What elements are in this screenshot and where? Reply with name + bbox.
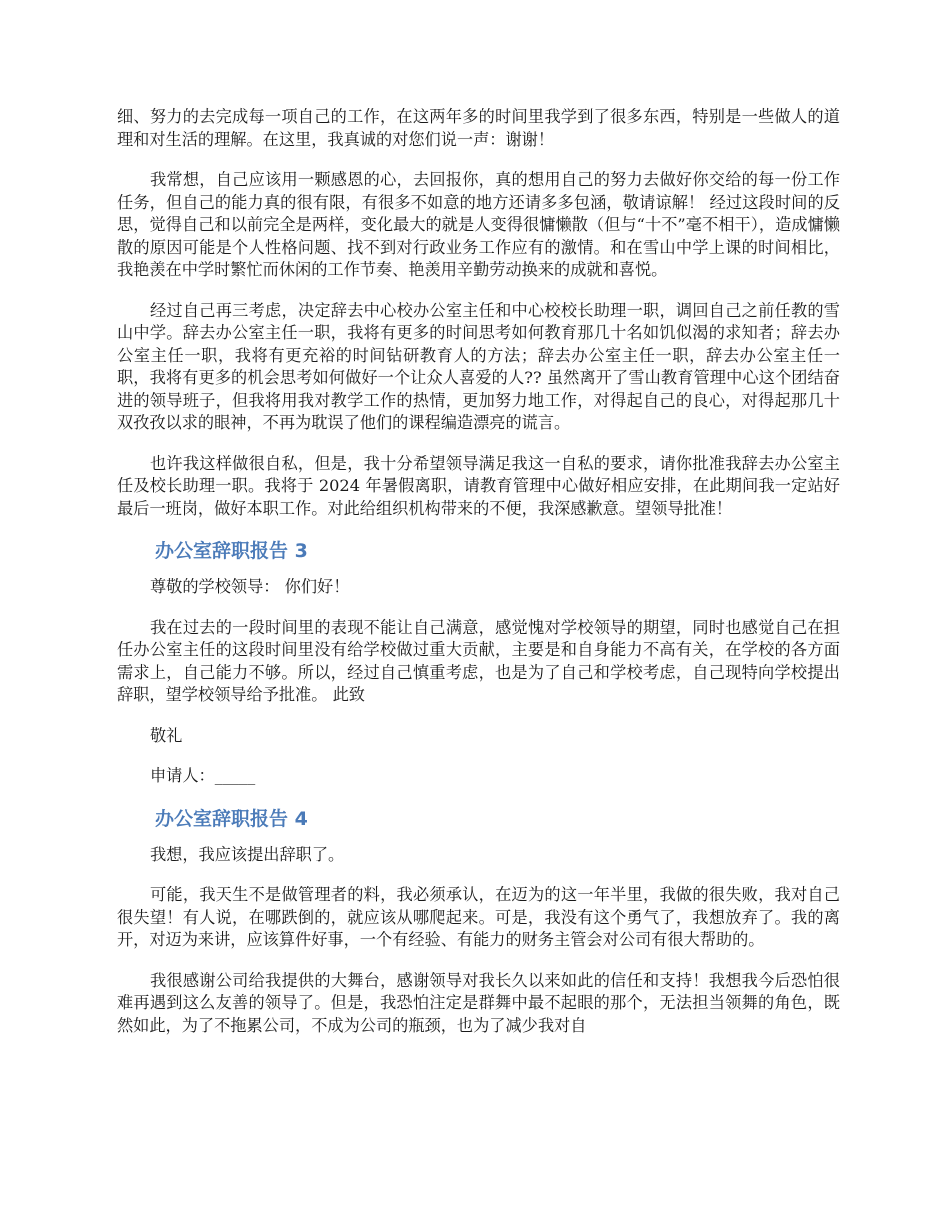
- letter-body: 我在过去的一段时间里的表现不能让自己满意，感觉愧对学校领导的期望，同时也感觉自己在担任办公室主任的这段时间里没有给学校做过重大贡献，主要是和自身能力不高有关，在学校的各方面需求上，自己能力不够。所以，经过自己慎重考虑，也是为了自己和学校考虑，自己现特向学校提出辞职，望学校领导给予批准。 此致: [117, 617, 840, 704]
- body-paragraph: 可能，我天生不是做管理者的料，我必须承认，在迈为的这一年半里，我做的很失败，我对自己很失望！有人说，在哪跌倒的，就应该从哪爬起来。可是，我没有这个勇气了，我想放弃了。我的离开，对迈为来讲，应该算件好事，一个有经验、有能力的财务主管会对公司有很大帮助的。: [117, 885, 840, 949]
- document-page: [117, 106, 840, 1055]
- letter-salute: 敬礼: [150, 725, 183, 745]
- section-heading-4: 办公室辞职报告 4: [155, 807, 308, 830]
- section-heading-3: 办公室辞职报告 3: [155, 540, 308, 562]
- body-paragraph: 我常想，自己应该用一颗感恩的心，去回报你，真的想用自己的努力去做好你交给的每一份工作任务，但自己的能力真的很有限，有很多不如意的地方还请多多包涵，敬请谅解！ 经过这段时间的反思，觉得自己和以前完全是两样，变化最大的就是人变得很慵懒散（但与“十不”毫不相干），造成慵懒散的原因可能是个人性格问题、找不到对行政业务工作应有的激情。和在雪山中学上课的时间相比，我艳羡在中学时繁忙而休闲的工作节奏、艳羡用辛勤劳动换来的成就和喜悦。: [117, 170, 840, 279]
- letter-greeting: 尊敬的学校领导： 你们好！: [150, 577, 350, 596]
- body-paragraph: 也许我这样做很自私，但是，我十分希望领导满足我这一自私的要求，请你批准我辞去办公室主任及校长助理一职。我将于 2024 年暑假离职，请教育管理中心做好相应安排，在此期间我一定站好最后一班岗，做好本职工作。对此给组织机构带来的不便，我深感歉意。望领导批准！: [117, 453, 840, 518]
- body-paragraph: 我很感谢公司给我提供的大舞台，感谢领导对我长久以来如此的信任和支持！我想我今后恐怕很难再遇到这么友善的领导了。但是，我恐怕注定是群舞中最不起眼的那个，无法担当领舞的角色，既然如此，为了不拖累公司，不成为公司的瓶颈，也为了减少我对自: [117, 970, 840, 1035]
- body-paragraph: 经过自己再三考虑，决定辞去中心校办公室主任和中心校校长助理一职，调回自己之前任教的雪山中学。辞去办公室主任一职，我将有更多的时间思考如何教育那几十名如饥似渴的求知者；辞去办公室主任一职，我将有更充裕的时间钻研教育人的方法；辞去办公室主任一职，辞去办公室主任一职，我将有更多的机会思考如何做好一个让众人喜爱的人?? 虽然离开了雪山教育管理中心这个团结奋进的领导班子，但我将用我对教学工作的热情，更加努力地工作，对得起自己的良心，对得起那几十双孜孜以求的眼神，不再为耽误了他们的课程编造漂亮的谎言。: [117, 300, 840, 432]
- body-paragraph: 我想，我应该提出辞职了。: [150, 844, 345, 864]
- continuation-paragraph: 细、努力的去完成每一项自己的工作，在这两年多的时间里我学到了很多东西，特别是一些做人的道理和对生活的理解。在这里，我真诚的对您们说一声：谢谢！: [117, 107, 840, 149]
- applicant-signature-line: 申请人：_____: [150, 766, 256, 785]
